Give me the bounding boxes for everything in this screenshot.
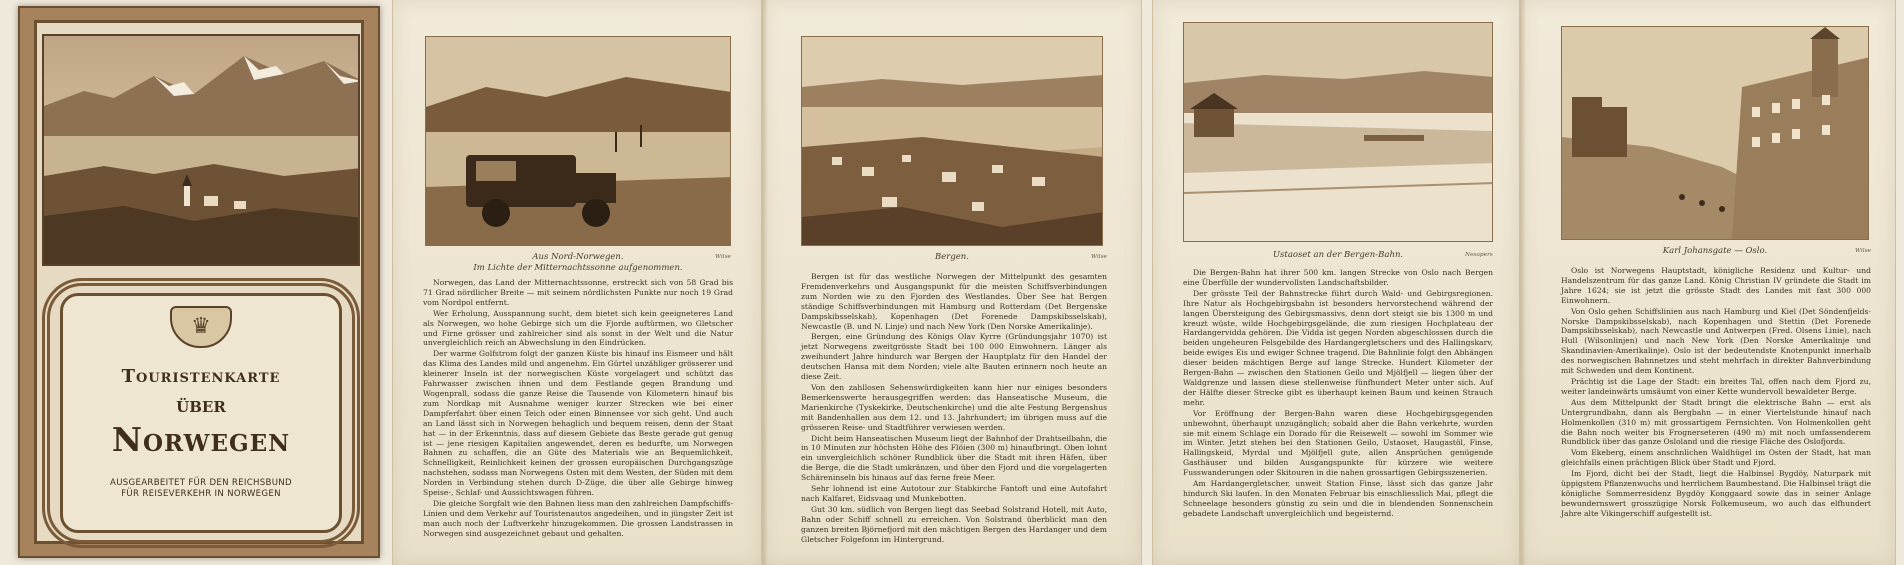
- panel-fold: [762, 0, 768, 565]
- paragraph: Prächtig ist die Lage der Stadt: ein breites Tal, offen nach dem Fjord zu, weiter landeinwärts umsäumt von einer Kette wundervoll bewaldeter Berge.: [1561, 376, 1871, 396]
- paragraph: Der warme Golfstrom folgt der ganzen Küste bis hinauf ins Eismeer und hält das Klima des Landes mild und angenehm. Ein Gürtel unzähliger grösserer und kleinerer Inseln ist der norwegischen Küste vorgelagert und schützt das Fahrwasser zwischen ihnen und dem Festlande gegen Brandung und Wogenprall, sodass die ganze Reise die Tausende von Kilometern hinauf bis zum Nordkap mit Ausnahme weniger kurzer Strecken wie bei einer Dampferfahrt über einen Teich oder einen Binnensee vor sich geht. Und auch an Land lässt sich in Norwegen behaglich und bequem reisen, denn der Staat hat — in der Erkenntnis, dass auf diesem Gebiete das Beste gerade gut genug ist — jene riesigen Kapitalien angewendet, deren es bedurfte, um Norwegen Bahnen zu schaffen, die an Güte des Materials wie an Bequemlichkeit, Schnelligkeit, Reinlichkeit keinen der grossen europäischen Durchgangszüge nachstehen, sodass man Norwegens Osten mit dem Westen, der Süden mit dem Norden in Verbindung stehen durch D-Züge, die über alle Gebirge hinweg Speise-, Schlaf- und Aussichtswagen führen.: [423, 349, 733, 498]
- panel-nord-norwegen: [392, 0, 762, 565]
- caption-line2: Im Lichte der Mitternachtssonne aufgenommen.: [473, 262, 683, 273]
- paragraph: Von den zahllosen Sehenswürdigkeiten kann hier nur einiges besonders Bemerkenswerte herausgegriffen werden: das Hanseatische Museum, die Marienkirche (Tyskekirke, Deutschenkirche) und die alte Festung Bergenshus mit Bandenhallen aus dem 12. und 13. Jahrhundert; im übrigen muss auf die grösseren Reise- und Stadtführer verwiesen werden.: [801, 382, 1107, 432]
- panel-oslo: [1520, 0, 1896, 565]
- body-text-panel1: [423, 278, 733, 540]
- paragraph: Gut 30 km. südlich von Bergen liegt das Seebad Solstrand Hotell, mit Auto, Bahn oder Schiff schnell zu erreichen. Von Solstrand überblickt man den ganzen breiten Björnefjord mit den mächtigen Bergen des Hardanger und dem Gletscher Folgefonn im Hintergrund.: [801, 504, 1107, 544]
- paragraph: Die gleiche Sorgfalt wie den Bahnen liess man den zahlreichen Dampfschiffs-Linien und dem Verkehr auf Touristenautos angedeihen, und in jüngster Zeit ist man auch noch der Luftverkehr hinzugekommen. Die grossen Landstrassen in Norwegen sind ausgezeichnet gebaut und gehalten.: [423, 498, 733, 538]
- photo-credit: Nesapers: [1465, 252, 1493, 258]
- photo-car-at-fjord: [425, 36, 731, 246]
- cover-title-line1: Touristenkarte: [121, 366, 281, 387]
- panel-bergen-bahn: [1152, 0, 1520, 565]
- paragraph: Aus dem Mittelpunkt der Stadt bringt die elektrische Bahn — erst als Untergrundbahn, dann als Bergbahn — in einer Viertelstunde hinauf nach Holmenkollen (310 m) mit grossartigem Fernsichten. Von Holmenkollen geht die Bahn noch weiter bis Frognerseteren (490 m) mit noch umfassenderem Rundblick über das ganze Osloland und die riesige Fläche des Oslofjords.: [1561, 397, 1871, 447]
- paragraph: Dicht beim Hanseatischen Museum liegt der Bahnhof der Drahtseilbahn, die in 10 Minuten zur höchsten Höhe des Flöien (300 m) hinaufbringt. Oben lohnt ein unvergleichlich schöner Rundblick über die Stadt mit ihren Häfen, über die Berge, die die Stadt umkränzen, und über den Fjord und die vorgelagerten Schäreninseln bis hinaus auf das ferne freie Meer.: [801, 433, 1107, 483]
- paragraph: Sehr lohnend ist eine Autotour zur Stabkirche Fantoft und eine Autofahrt nach Kalfaret, Eidsvaag und Munkebotten.: [801, 484, 1107, 503]
- body-text-panel4: [1561, 266, 1871, 520]
- cover-subtitle-line2: FÜR REISEVERKEHR IN NORWEGEN: [121, 489, 281, 499]
- paragraph: Norwegen, das Land der Mitternachtssonne, erstreckt sich von 58 Grad bis 71 Grad nördlicher Breite — mit seinem nördlichsten Punkte nur noch 19 Grad vom Nordpol entfernt.: [423, 278, 733, 307]
- paragraph: Bergen ist für das westliche Norwegen der Mittelpunkt des gesamten Fremdenverkehrs und Ausgangspunkt für die meisten Schiffsverbindungen zum Norden wie zu den Fjorden des Westlandes. Über See hat Bergen ständige Schiffsverbindungen mit Hamburg und Rotterdam (Det Bergenske Dampskibsselskab), Kopenhagen (Det Forenede Dampskibsselskab), Newcastle (B. und N. Linje) und nach New York (Den Norske Amerikalinje).: [801, 272, 1107, 331]
- norwegian-lion-emblem-icon: ♛: [170, 306, 232, 348]
- paragraph: Von Oslo gehen Schiffslinien aus nach Hamburg und Kiel (Det Söndenfjelds-Norske Dampskibsselskab), nach Kopenhagen und Stettin (Det Forenede Dampskibsselskab), nach Newcastle und Antwerpen (Fred. Olsens Linie), nach Hull (Wilsonlinjen) und nach New York (Den Norske Amerikalinje und Skandinavien-Amerikalinje). Oslo ist der bedeutendste Knotenpunkt innerhalb des norwegischen Bahnnetzes und steht mehrfach in direkter Bahnverbindung mit Schweden und dem Kontinent.: [1561, 306, 1871, 376]
- photo-karl-johansgate: [1561, 26, 1869, 240]
- cover-title-line2: über: [176, 392, 226, 418]
- photo-credit: Wilse: [1091, 254, 1107, 260]
- cover-subtitle-line1: AUSGEARBEITET FÜR DEN REICHSBUND: [110, 478, 292, 488]
- caption-karl-johansgate: Karl Johansgate — Oslo.: [1662, 246, 1768, 256]
- paragraph: Die Bergen-Bahn hat ihrer 500 km. langen Strecke von Oslo nach Bergen eine Überfülle der wundervollsten Landschaftsbilder.: [1183, 268, 1493, 287]
- paragraph: Der grösste Teil der Bahnstrecke führt durch Wald- und Gebirgsregionen. Ihre Natur als Hochgebirgsbahn ist besonders hervorstechend während der langen Übersteigung des Gebirgsmassivs, denn dort steigt sie bis 1300 m und kreuzt wüste, wilde Hochgebirgsgelände, die zum riesigen Hochplateau der Hardangervidda gehören. Die Vidda ist gegen Norden abgeschlossen durch die beiden ungeheuren Felsgebilde des Hardangergletschers und des Hallingskarv, beide ewiges Eis und ewiger Schnee tragend. Die Bahnlinie folgt den Abhängen dieser beiden mächtigen Berge auf lange Strecke. Hundert Kilometer der Bergen-Bahn — zwischen den Stationen Geilo und Mjölfjell — liegen über der Waldgrenze und lassen diese stellenweise fünfhundert Meter unter sich. Auf der Hälfte dieser Strecke gibt es überhaupt keinen Baum und keinen Strauch mehr.: [1183, 288, 1493, 407]
- body-text-panel3: [1183, 268, 1493, 520]
- cover-title-line3: Norwegen: [111, 420, 291, 459]
- body-text-panel2: [801, 272, 1107, 545]
- caption-line1: Aus Nord-Norwegen.: [532, 252, 624, 262]
- cover-photo-fjord: [42, 34, 360, 266]
- paragraph: Im Fjord, dicht bei der Stadt, liegt die Halbinsel Bygdöy, Naturpark mit üppigstem Pflanzenwuchs und herrlichem Baumbestand. Die Halbinsel trägt die königliche Sommerresidenz Bygdöy Konggaard sowie das in seiner Anlage bewundernswert grosszügige Norsk Folkemuseum, wo auch das elfhundert Jahre alte Vikingerschiff aufgestellt ist.: [1561, 469, 1871, 518]
- cover-subtitle: [76, 478, 326, 500]
- paragraph: Vom Ekeberg, einem anschnlichen Waldhügel im Osten der Stadt, hat man gleichfalls einen prächtigen Blick über Stadt und Fjord.: [1561, 448, 1871, 468]
- photo-credit: Wilse: [1855, 248, 1871, 254]
- paragraph: Vor Eröffnung der Bergen-Bahn waren diese Hochgebirgsgegenden unbewohnt, überhaupt unzugänglich; sobald aber die Bahn verkehrte, wurden sie mit einem Schlage ein Dorado für die Reisewelt — sowohl im Sommer wie im Winter. Jetzt stehen bei den Stationen Geilo, Ustaoset, Haugastöl, Finse, Hallingskeid, Myrdal und Mjölfjell gute, allen Ansprüchen genügende Gasthäuser und bilden Ausgangspunkte für kürzere wie weitere Fusswanderungen oder Skitouren in die nahen grossartigen Gebirgsszenerien.: [1183, 408, 1493, 478]
- brochure-cover: [18, 6, 380, 558]
- panel-bergen: [762, 0, 1142, 565]
- panel-fold: [1520, 0, 1526, 565]
- paragraph: Oslo ist Norwegens Hauptstadt, königliche Residenz und Kultur- und Handelszentrum für das ganze Land. König Christian IV gründete die Stadt im Jahre 1624; sie ist jetzt die grösste Stadt des Landes mit fast 300 000 Einwohnern.: [1561, 266, 1871, 305]
- paragraph: Bergen, eine Gründung des Königs Olav Kyrre (Gründungsjahr 1070) ist jetzt Norwegens zweitgrösste Stadt bei 100 000 Einwohnern. Länger als zweihundert Jahre hindurch war Bergen der Hauptplatz für den Handel der deutschen Hansa mit dem Norden; viele alte Bauten erinnern noch heute an diese Zeit.: [801, 332, 1107, 382]
- caption-bergen: Bergen.: [935, 252, 969, 262]
- photo-ustaoset: [1183, 22, 1493, 242]
- photo-bergen: [801, 36, 1103, 246]
- photo-credit: Wilse: [715, 254, 731, 260]
- caption-nord-norwegen: [425, 252, 731, 273]
- caption-ustaoset: Ustaoset an der Bergen-Bahn.: [1272, 250, 1404, 260]
- paragraph: Wer Erholung, Ausspannung sucht, dem bietet sich kein geeigneteres Land als Norwegen, wo hohe Gebirge sich um die Fjorde auftürmen, wo Gletscher und Firne grösser und zahlreicher sind als sonst in der Welt und die Natur unvergleichlich reich an Abwechslung in den Eindrücken.: [423, 308, 733, 348]
- paragraph: Am Hardangergletscher, unweit Station Finse, lässt sich das ganze Jahr hindurch Ski laufen. In den Monaten Februar bis einschliesslich Mai, pflegt die Schneelage besonders günstig zu sein und die in blendenden Sonnenschein gebadete Landschaft unvergleichlich und begeisternd.: [1183, 479, 1493, 518]
- fjord-illustration: [44, 36, 360, 266]
